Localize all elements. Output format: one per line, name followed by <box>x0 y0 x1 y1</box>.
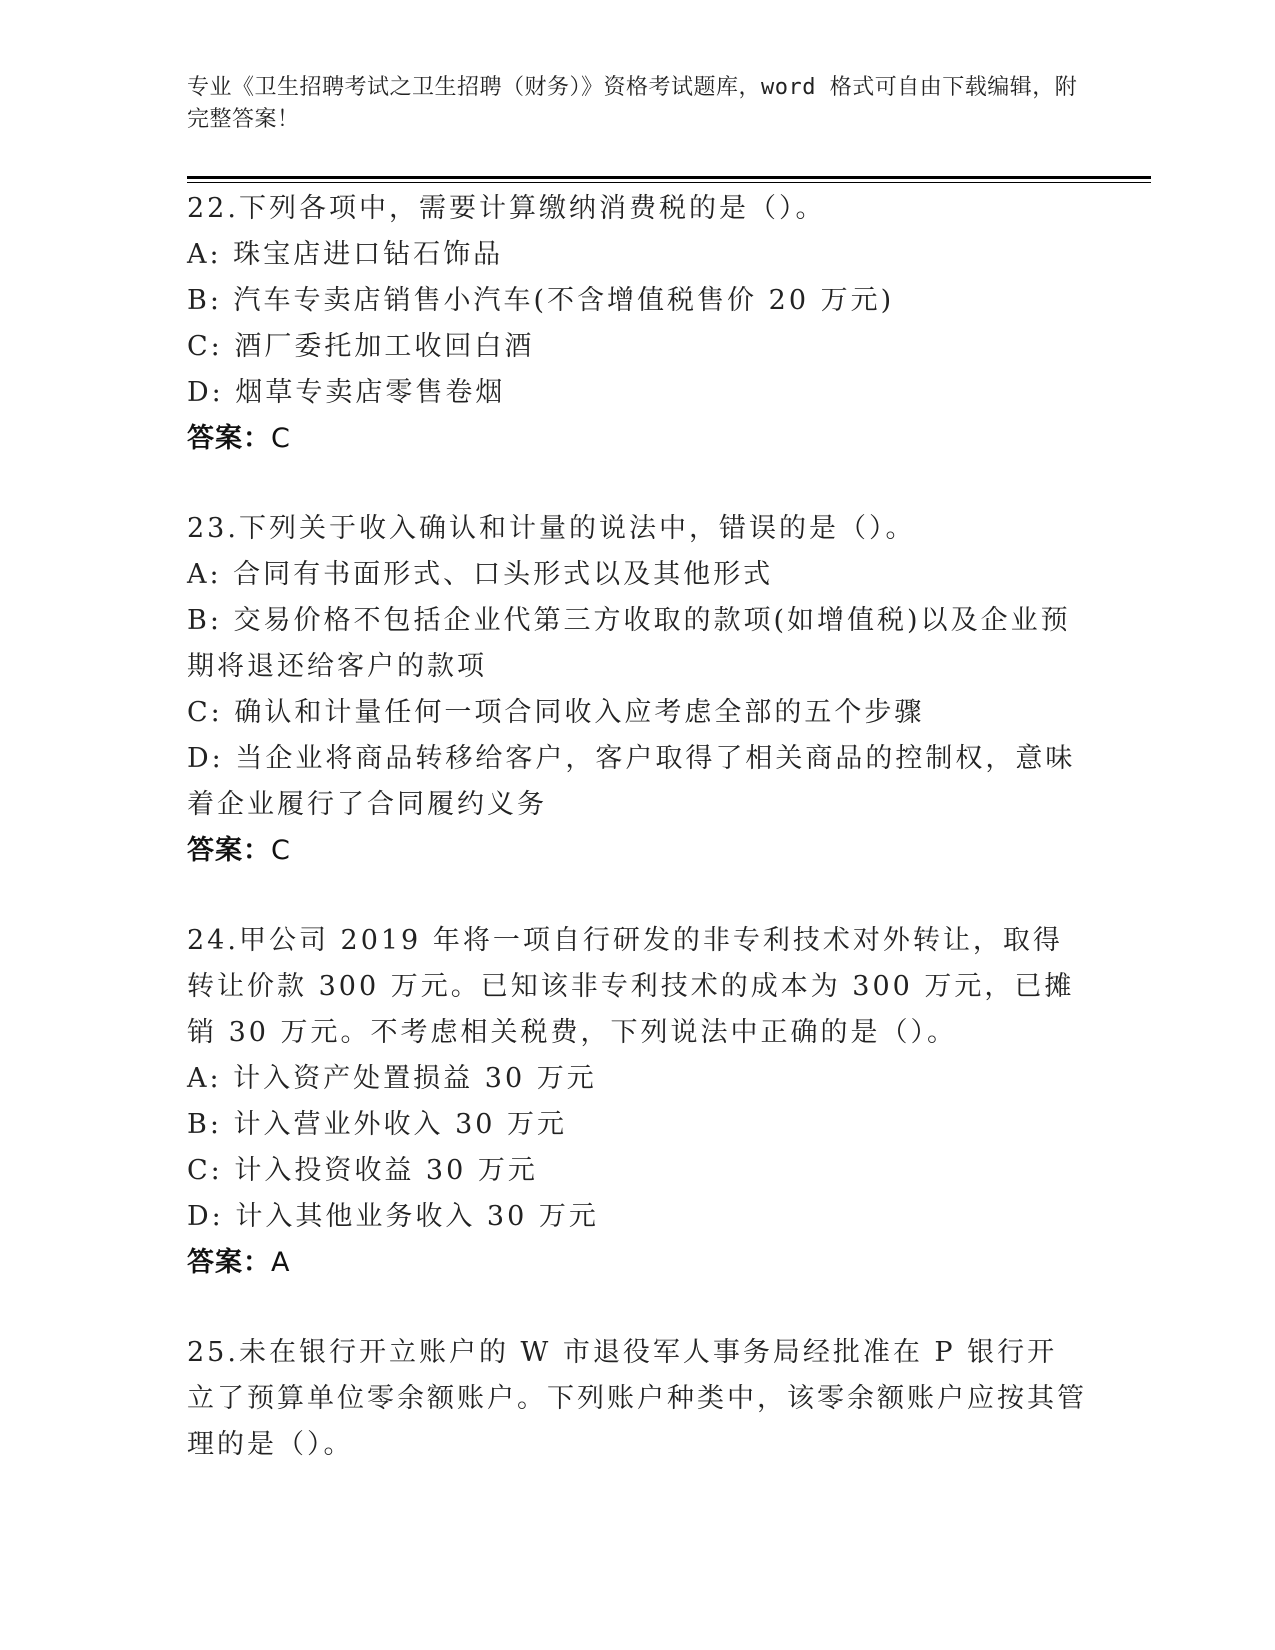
option-b: B: 计入营业外收入 30 万元 <box>187 1109 568 1140</box>
question-25 <box>187 1330 1087 1468</box>
question-stem: 23.下列关于收入确认和计量的说法中，错误的是（）。 <box>187 513 916 544</box>
option-d: D: 当企业将商品转移给客户，客户取得了相关商品的控制权，意味着企业履行了合同履约义务 <box>187 743 1076 820</box>
question-22 <box>187 186 1087 462</box>
question-23 <box>187 506 1087 874</box>
answer-label: 答案： <box>187 1247 271 1278</box>
answer-line <box>187 416 1087 462</box>
answer-line <box>187 1240 1087 1286</box>
option-a: A: 合同有书面形式、口头形式以及其他形式 <box>187 559 774 590</box>
answer-label: 答案： <box>187 423 271 454</box>
option-a: A: 计入资产处置损益 30 万元 <box>187 1063 597 1094</box>
option-c: C: 计入投资收益 30 万元 <box>187 1155 538 1186</box>
answer-label: 答案： <box>187 835 271 866</box>
answer-value: C <box>271 423 291 454</box>
question-stem: 25.未在银行开立账户的 W 市退役军人事务局经批准在 P 银行开立了预算单位零余额账户。下列账户种类中，该零余额账户应按其管理的是（）。 <box>187 1337 1087 1460</box>
answer-value: C <box>271 835 291 866</box>
header-rule-thin <box>187 182 1151 183</box>
question-stem: 24.甲公司 2019 年将一项自行研发的非专利技术对外转让，取得转让价款 300 万元。已知该非专利技术的成本为 300 万元，已摊销 30 万元。不考虑相关税费，下列说法中正确的是（）。 <box>187 925 1075 1048</box>
header-rule-thick <box>187 176 1151 179</box>
option-c: C: 确认和计量任何一项合同收入应考虑全部的五个步骤 <box>187 697 925 728</box>
option-d: D: 计入其他业务收入 30 万元 <box>187 1201 599 1232</box>
header-text: 专业《卫生招聘考试之卫生招聘（财务）》资格考试题库，word 格式可自由下载编辑，附完整答案！ <box>187 75 1078 132</box>
answer-line <box>187 828 1087 874</box>
option-c: C: 酒厂委托加工收回白酒 <box>187 331 535 362</box>
document-header <box>187 72 1087 136</box>
question-stem: 22.下列各项中，需要计算缴纳消费税的是（）。 <box>187 193 826 224</box>
option-a: A: 珠宝店进口钻石饰品 <box>187 239 504 270</box>
answer-value: A <box>271 1247 291 1278</box>
option-b: B: 汽车专卖店销售小汽车(不含增值税售价 20 万元) <box>187 285 895 316</box>
option-d: D: 烟草专卖店零售卷烟 <box>187 377 506 408</box>
question-24 <box>187 918 1087 1286</box>
question-list <box>187 186 1087 1468</box>
option-b: B: 交易价格不包括企业代第三方收取的款项(如增值税)以及企业预期将退还给客户的款项 <box>187 605 1071 682</box>
